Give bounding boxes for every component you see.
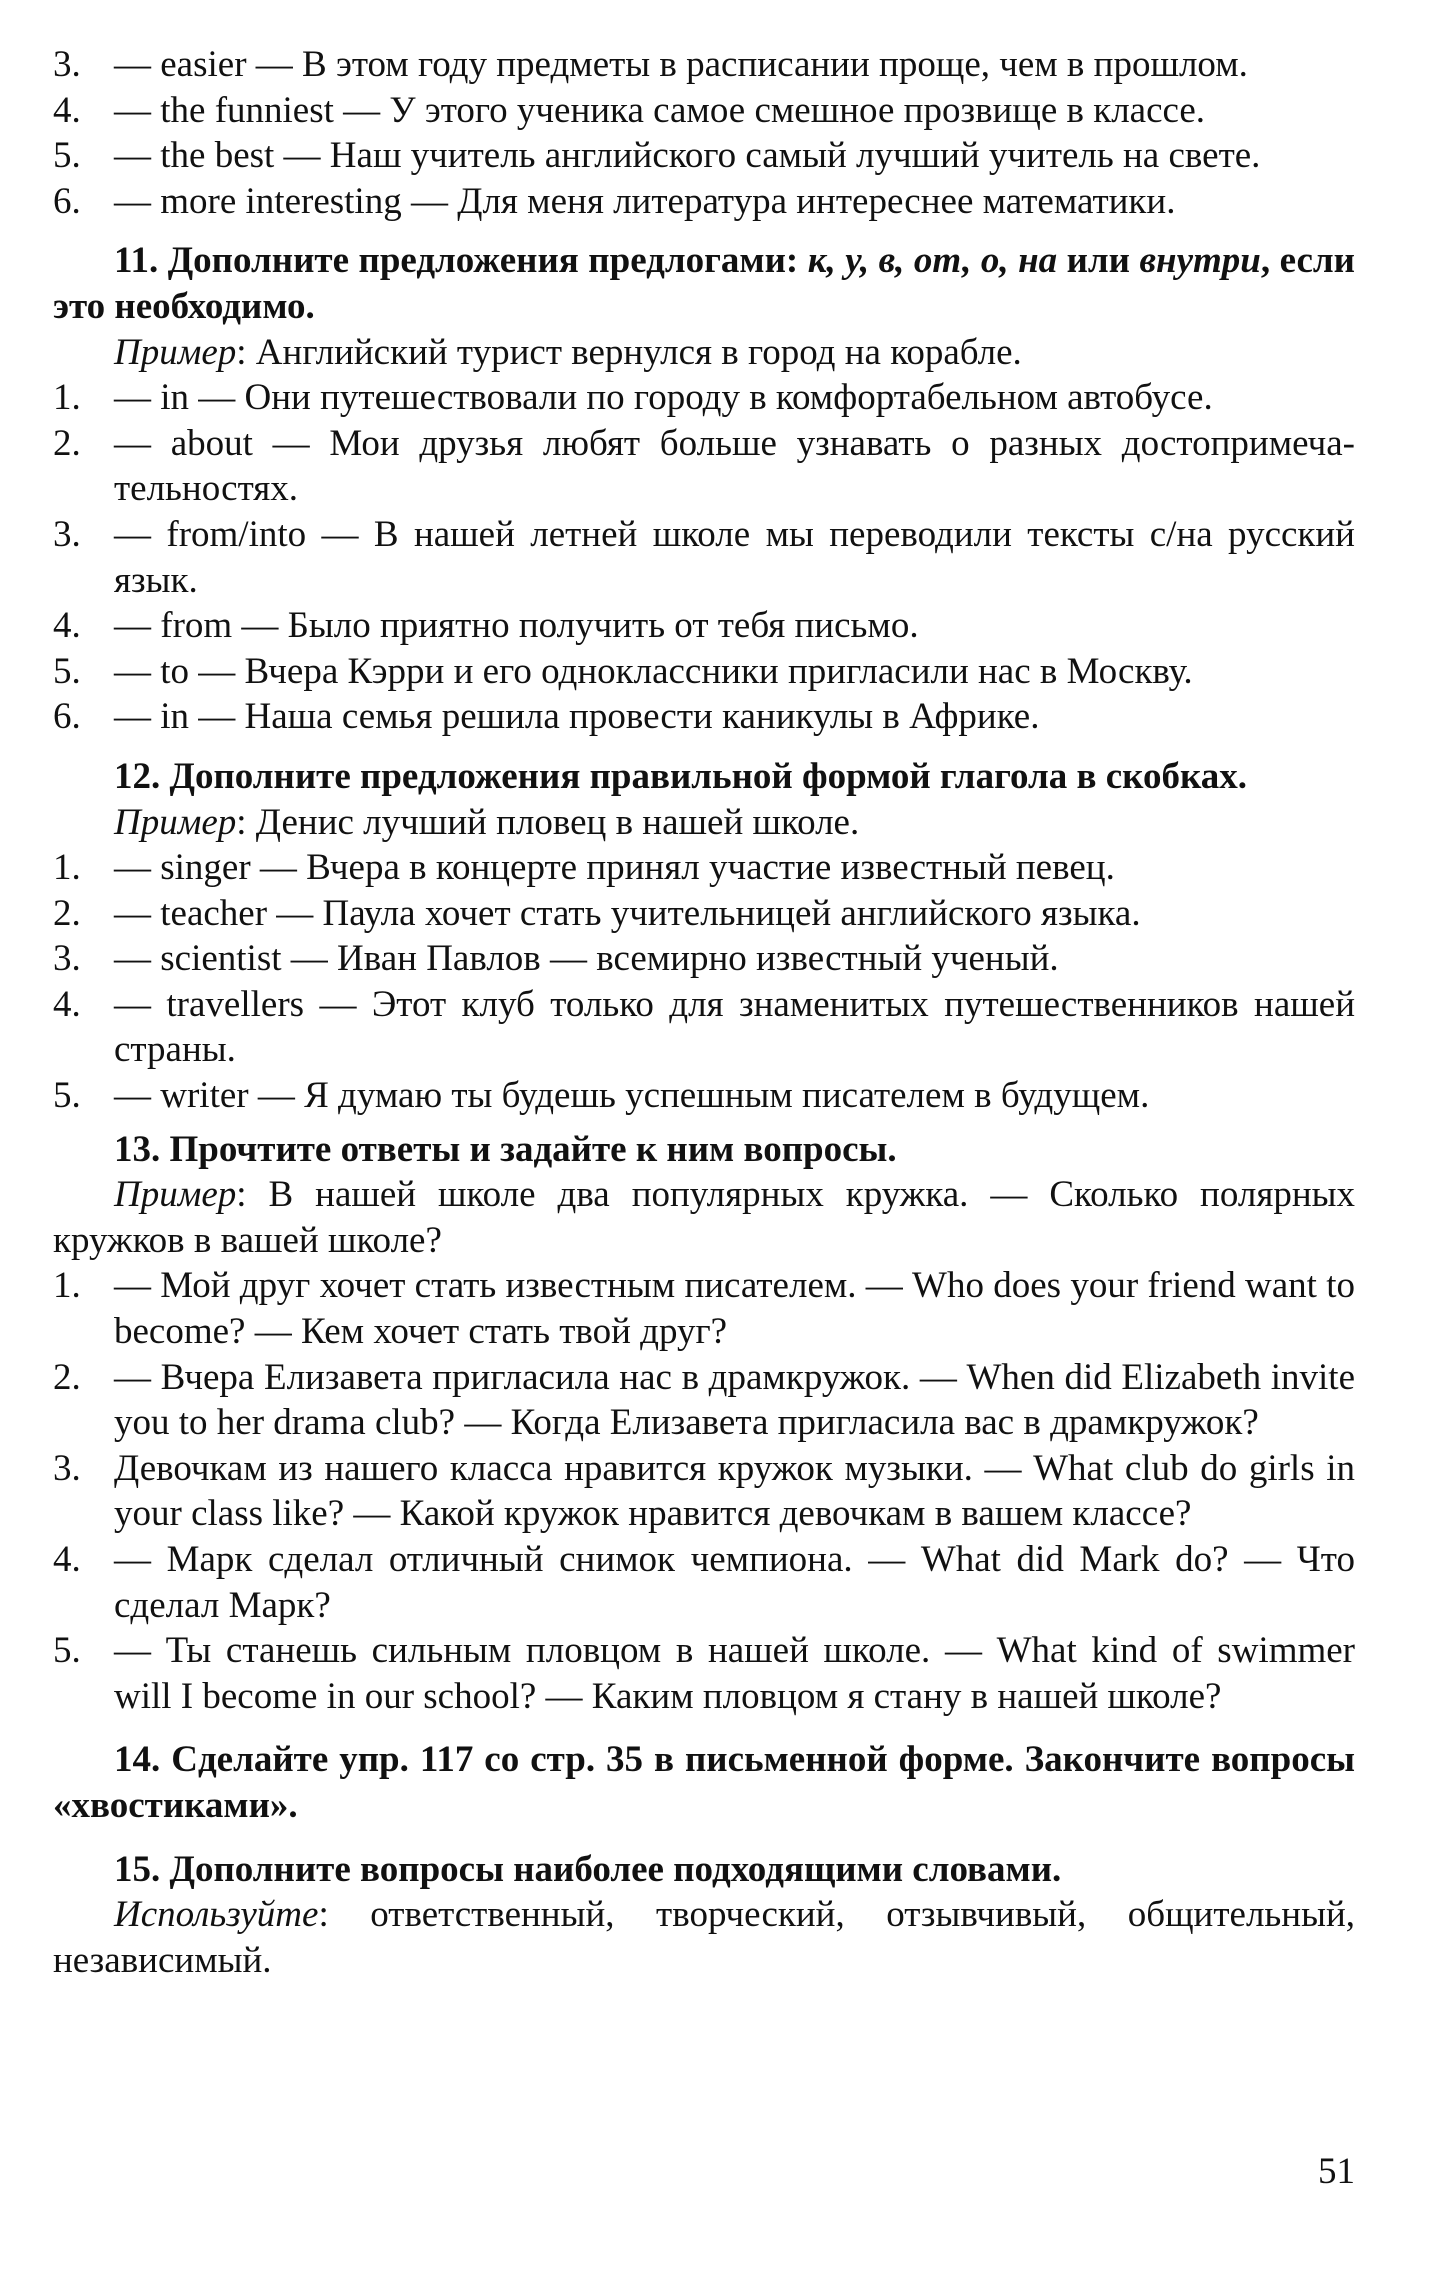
example-line: [53, 800, 1355, 846]
item-text: — scientist — Иван Павлов — всемирно известный ученый.: [114, 938, 1059, 980]
example-line: [53, 330, 1355, 376]
item-number: 4.: [53, 1539, 81, 1580]
exercise-title: Прочтите ответы и задайте к ним вопросы.: [169, 1128, 897, 1170]
item-text: — the funniest — У этого ученика самое смешное прозвище в классе.: [114, 89, 1206, 131]
list-item: [53, 845, 1355, 891]
item-text: — Вчера Елизавета пригласила нас в драмкружок. — When did Elizabeth invite you to her drama club? — Когда Елизавета пригласила вас в драмкружок?: [114, 1356, 1355, 1444]
item-text: — about — Мои друзья любят больше узнавать о разных достопримечательностях.: [114, 422, 1355, 510]
item-text: — Мой друг хочет стать известным писателем. — Who does your friend want to become? — Кем хочет стать твой друг?: [114, 1265, 1355, 1353]
list-item: [53, 512, 1355, 603]
item-number: 5.: [53, 650, 81, 692]
exercise-heading: [53, 1847, 1355, 1893]
use-words-line: [53, 1892, 1355, 1983]
item-number: 5.: [53, 1075, 81, 1117]
item-text: — teacher — Паула хочет стать учительницей английского языка.: [114, 892, 1141, 934]
exercise-number: 12.: [114, 755, 161, 797]
item-text: — in — Наша семья решила провести каникулы в Африке.: [114, 696, 1040, 738]
exercise-number: 13.: [114, 1128, 161, 1170]
item-text: — the best — Наш учитель английского самый лучший учитель на свете.: [114, 135, 1261, 177]
exercise-15: [53, 1847, 1355, 1984]
item-text: — in — Они путешествовали по городу в комфортабельном автобусе.: [114, 377, 1213, 419]
list-item: [53, 1073, 1355, 1119]
list-item: [53, 179, 1355, 225]
exercise-11: [53, 238, 1355, 740]
item-number: 4.: [53, 89, 81, 131]
item-text: — easier — В этом году предметы в расписании проще, чем в прошлом.: [114, 44, 1248, 85]
page-number: 51: [1318, 2151, 1355, 2192]
or-word: или: [1066, 240, 1131, 282]
list-item: [53, 88, 1355, 134]
list-item: [53, 694, 1355, 740]
item-text: — Ты станешь сильным пловцом в нашей школе. — What kind of swimmer will I become in our school? — Каким пловцом я стану в нашей школе?: [114, 1630, 1355, 1717]
item-number: 4.: [53, 983, 81, 1025]
item-number: 6.: [53, 696, 81, 738]
item-number: 1.: [53, 377, 81, 419]
exercise-12: [53, 754, 1355, 1119]
list-item: [53, 891, 1355, 937]
item-text: — travellers — Этот клуб только для знаменитых путешественников нашей страны.: [114, 983, 1355, 1071]
use-label: Используйте: [114, 1894, 319, 1936]
prepositions-list: к, у, в, от, о, на: [807, 240, 1058, 282]
exercise-13: [53, 1127, 1355, 1720]
example-label: Пример: [114, 1174, 237, 1216]
item-number: 6.: [53, 180, 81, 222]
list-item: [53, 1537, 1355, 1628]
example-line: [53, 1172, 1355, 1263]
item-number: 5.: [53, 135, 81, 177]
list-item: [53, 375, 1355, 421]
example-label: Пример: [114, 801, 237, 843]
list-item: [53, 1263, 1355, 1354]
list-item: [53, 42, 1355, 88]
exercise-10-continuation: [53, 42, 1355, 224]
item-text: — writer — Я думаю ты будешь успешным писателем в будущем.: [114, 1075, 1150, 1117]
item-number: 2.: [53, 422, 81, 464]
list-item: [53, 1446, 1355, 1537]
item-text: — to — Вчера Кэрри и его одноклассники пригласили нас в Москву.: [114, 650, 1193, 692]
exercise-heading: [53, 754, 1355, 800]
item-number: 2.: [53, 892, 81, 934]
item-number: 5.: [53, 1630, 81, 1672]
example-text: : Денис лучший пловец в нашей школе.: [236, 801, 860, 843]
item-text: — from — Было приятно получить от тебя письмо.: [114, 605, 919, 647]
exercise-number: 15.: [114, 1848, 161, 1890]
item-text: — Марк сделал отличный снимок чемпиона. — What did Mark do? — Что сделал Марк?: [114, 1539, 1355, 1626]
exercise-heading: [53, 1737, 1355, 1828]
list-item: [53, 133, 1355, 179]
exercise-heading: [53, 238, 1355, 329]
item-text: — more interesting — Для меня литература интереснее математики.: [114, 180, 1176, 222]
list-item: [53, 1355, 1355, 1446]
item-text: Девочкам из нашего класса нравится кружок музыки. — What club do girls in your class like? — Какой кружок нравится девочкам в вашем классе?: [114, 1447, 1355, 1535]
exercise-heading: [53, 1127, 1355, 1173]
item-number: 2.: [53, 1356, 81, 1398]
item-number: 4.: [53, 605, 81, 647]
exercise-number: 14.: [114, 1739, 161, 1781]
exercise-14: [53, 1737, 1355, 1828]
item-text: — singer — Вчера в концерте принял участие известный певец.: [114, 847, 1115, 889]
item-number: 1.: [53, 847, 81, 889]
list-item: [53, 936, 1355, 982]
exercise-title: Дополните предложения правильной формой глагола в скобках.: [169, 755, 1247, 797]
last-preposition: внутри: [1139, 240, 1261, 282]
item-number: 1.: [53, 1265, 81, 1307]
exercise-number: 11.: [114, 240, 159, 282]
example-label: Пример: [114, 331, 237, 373]
list-item: [53, 649, 1355, 695]
example-text: : В нашей школе два популярных кружка. — Сколько полярных кружков в вашей школе?: [53, 1174, 1355, 1261]
list-item: [53, 421, 1355, 512]
textbook-page: [53, 42, 1355, 1983]
item-number: 3.: [53, 513, 81, 555]
list-item: [53, 603, 1355, 649]
exercise-title: Дополните предложения предлогами:: [167, 240, 799, 282]
exercise-title-suffix: , если это необходимо.: [53, 240, 1355, 327]
item-number: 3.: [53, 1447, 81, 1489]
item-text: — from/into — В нашей летней школе мы переводили тексты с/на русский язык.: [114, 513, 1355, 601]
list-item: [53, 982, 1355, 1073]
exercise-title: Сделайте упр. 117 со стр. 35 в письменной форме. Закончите вопросы «хвостиками».: [53, 1739, 1356, 1826]
exercise-title: Дополните вопросы наиболее подходящими словами.: [169, 1848, 1062, 1890]
use-words: : ответственный, творческий, отзывчивый, общительный, независимый.: [53, 1894, 1355, 1981]
item-number: 3.: [53, 44, 81, 85]
item-number: 3.: [53, 938, 81, 980]
list-item: [53, 1628, 1355, 1719]
example-text: : Английский турист вернулся в город на корабле.: [236, 331, 1022, 373]
